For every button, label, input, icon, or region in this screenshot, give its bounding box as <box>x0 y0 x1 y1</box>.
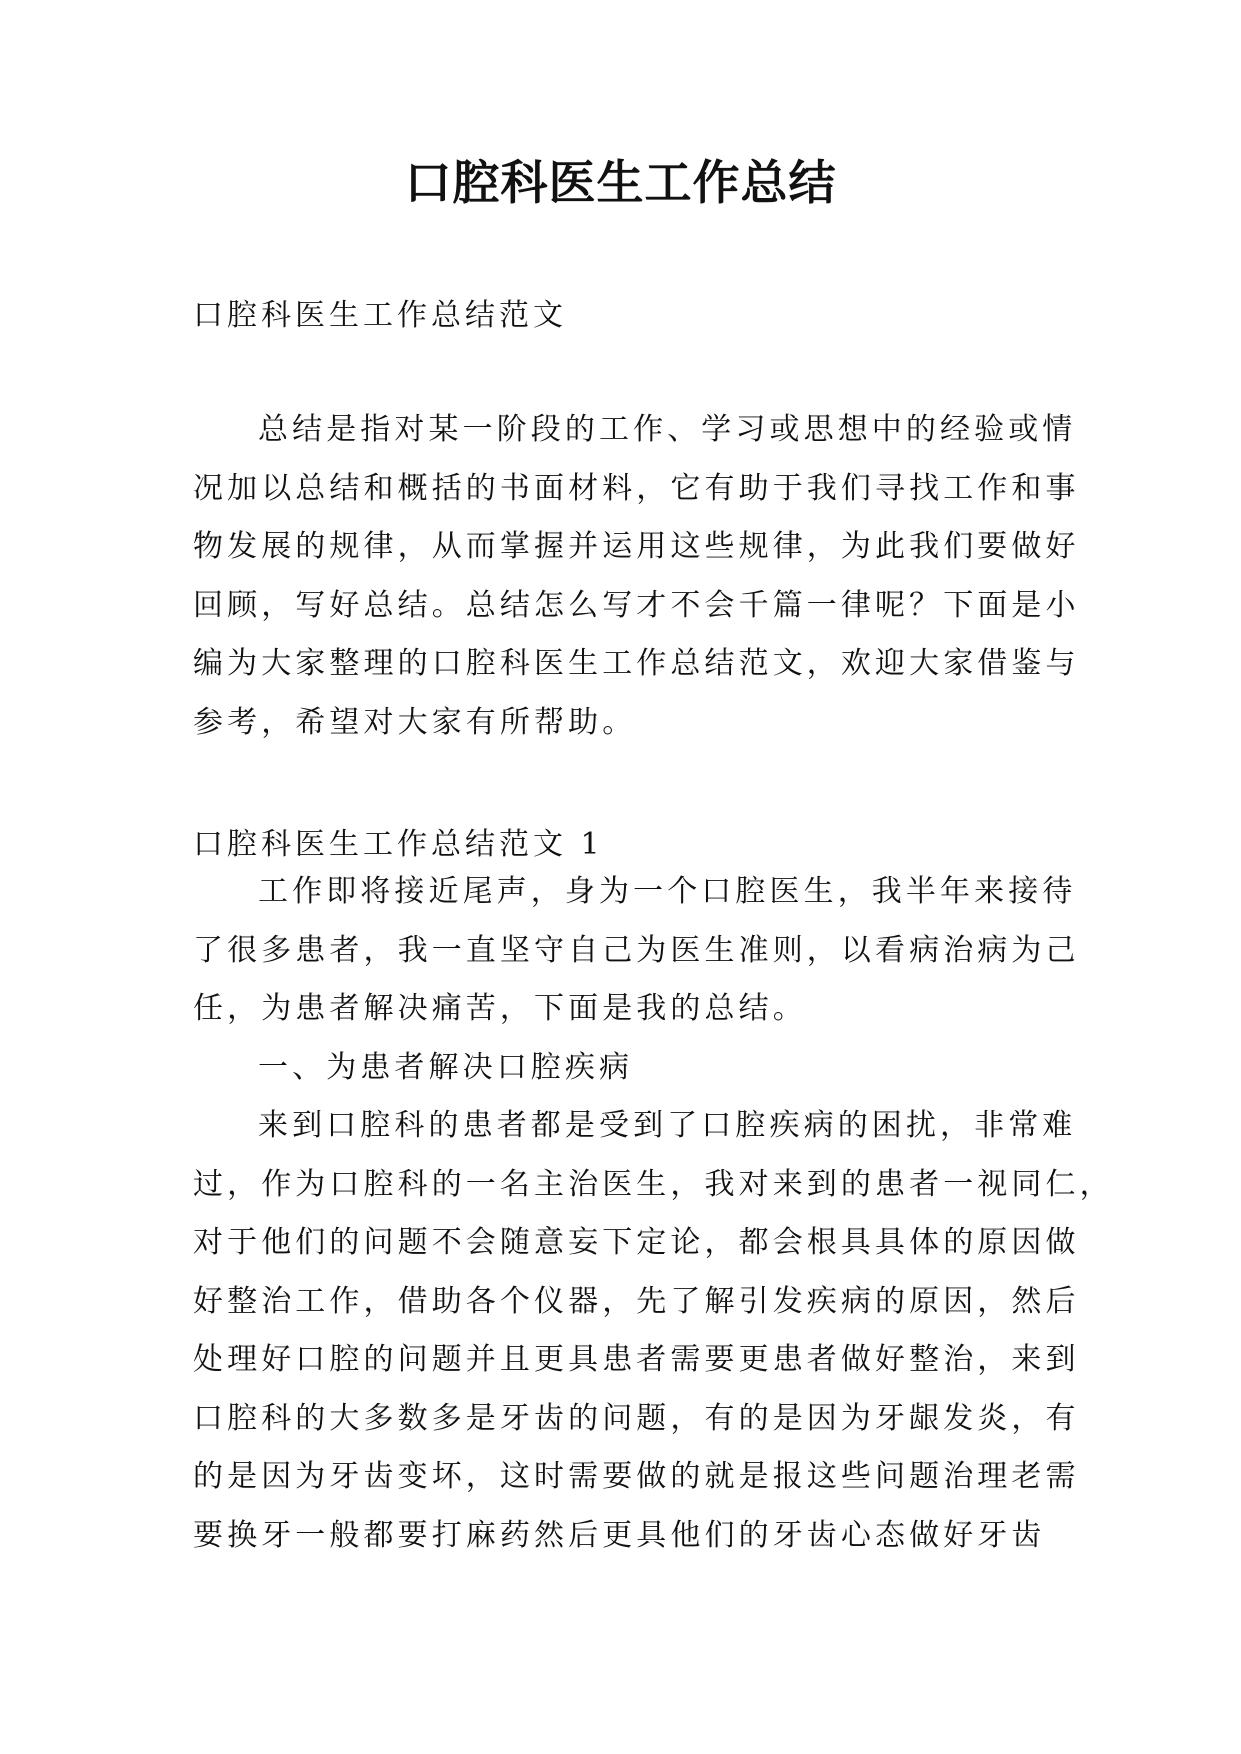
document-title: 口腔科医生工作总结 <box>404 156 837 211</box>
text-line: 处理好口腔的问题并且更具患者需要更患者做好整治，来到 <box>193 1342 1080 1377</box>
document-subtitle: 口腔科医生工作总结范文 <box>193 298 567 333</box>
text-line: 参考，希望对大家有所帮助。 <box>193 704 637 740</box>
text-line: 要换牙一般都要打麻药然后更具他们的牙齿心态做好牙齿 <box>193 1517 1046 1553</box>
section-heading: 口腔科医生工作总结范文 1 <box>193 827 604 862</box>
text-line: 物发展的规律，从而掌握并运用这些规律，为此我们要做好 <box>193 529 1080 564</box>
section-body <box>193 863 1114 1565</box>
text-line: 总结是指对某一阶段的工作、学习或思想中的经验或情 <box>258 412 1077 447</box>
text-line: 过，作为口腔科的一名主治医生，我对来到的患者一视同仁， <box>193 1166 1114 1202</box>
text-line: 口腔科的大多数多是牙齿的问题，有的是因为牙龈发炎，有 <box>193 1400 1080 1436</box>
text-line: 好整治工作，借助各个仪器，先了解引发疾病的原因，然后 <box>193 1283 1080 1319</box>
text-line: 对于他们的问题不会随意妄下定论，都会根具具体的原因做 <box>193 1225 1080 1260</box>
text-line: 编为大家整理的口腔科医生工作总结范文，欢迎大家借鉴与 <box>193 646 1080 681</box>
text-line: 任，为患者解决痛苦，下面是我的总结。 <box>193 991 807 1026</box>
subsection-heading: 一、为患者解决口腔疾病 <box>258 1049 634 1085</box>
text-line: 工作即将接近尾声，身为一个口腔医生，我半年来接待 <box>258 874 1077 909</box>
text-line: 的是因为牙齿变坏，这时需要做的就是报这些问题治理老需 <box>193 1459 1080 1494</box>
intro-paragraph <box>193 401 1080 752</box>
text-line: 了很多患者，我一直坚守自己为医生准则，以看病治病为己 <box>193 932 1080 968</box>
text-line: 来到口腔科的患者都是受到了口腔疾病的困扰，非常难 <box>258 1108 1077 1143</box>
text-line: 回顾，写好总结。总结怎么写才不会千篇一律呢？下面是小 <box>193 587 1080 623</box>
text-line: 况加以总结和概括的书面材料，它有助于我们寻找工作和事 <box>193 470 1080 506</box>
